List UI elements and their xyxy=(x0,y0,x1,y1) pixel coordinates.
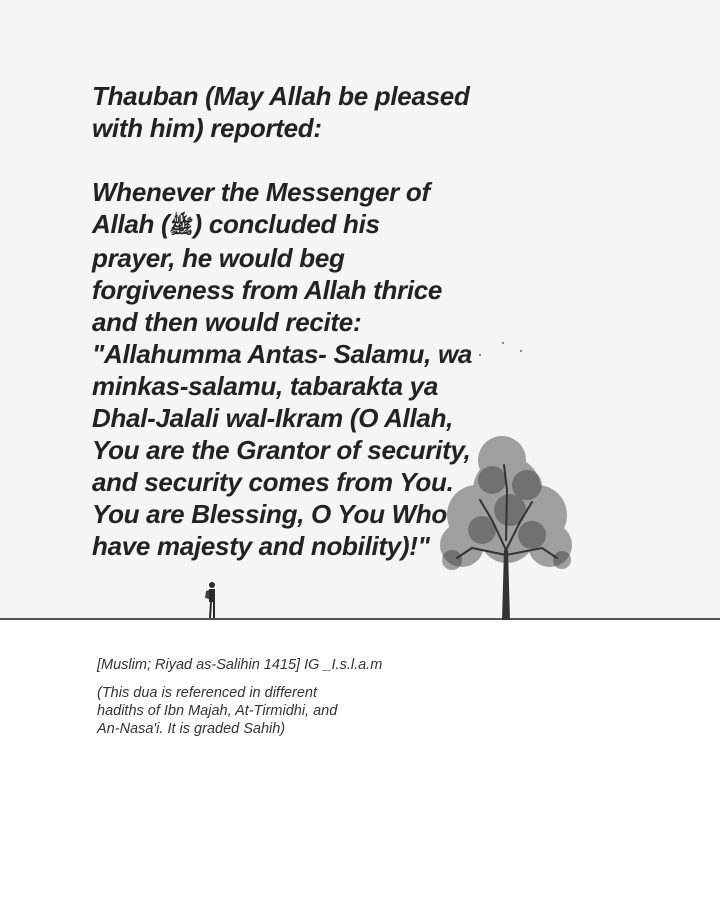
intro-line-1: Thauban (May Allah be pleased xyxy=(92,81,470,111)
body-line-3: prayer, he would beg xyxy=(92,243,345,273)
body-line-11: You are Blessing, O You Who xyxy=(92,499,447,529)
intro-line-2: with him) reported: xyxy=(92,113,322,143)
body-line-5: and then would recite: xyxy=(92,307,362,337)
walking-person-icon xyxy=(200,580,224,620)
note-line-3: An-Nasa'i. It is graded Sahih) xyxy=(97,721,286,737)
body-line-12: have majesty and nobility)!" xyxy=(92,531,430,561)
body-line-8: Dhal-Jalali wal-Ikram (O Allah, xyxy=(92,403,454,433)
body-line-2-prefix: Allah ( xyxy=(92,209,170,239)
body-line-1: Whenever the Messenger of xyxy=(92,177,430,207)
body-line-2 xyxy=(92,208,492,242)
body-line-2-suffix: ) concluded his xyxy=(193,209,380,239)
note-line-1: (This dua is referenced in different xyxy=(97,685,318,701)
body-line-9: You are the Grantor of security, xyxy=(92,435,471,465)
source-caption xyxy=(97,656,427,738)
salawat-glyph: ﷺ xyxy=(169,214,194,238)
birds-icon xyxy=(470,335,530,365)
note-line-2: hadiths of Ibn Majah, At-Tirmidhi, and xyxy=(97,703,338,719)
body-line-10: and security comes from You. xyxy=(92,467,454,497)
ground-line xyxy=(0,618,720,620)
body-line-6: "Allahumma Antas- Salamu, wa xyxy=(92,339,473,369)
tree-icon xyxy=(432,430,582,620)
body-line-7: minkas-salamu, tabarakta ya xyxy=(92,371,438,401)
body-line-4: forgiveness from Allah thrice xyxy=(92,275,443,305)
reference-text: [Muslim; Riyad as-Salihin 1415] IG _I.s.l.a.m xyxy=(97,657,383,673)
